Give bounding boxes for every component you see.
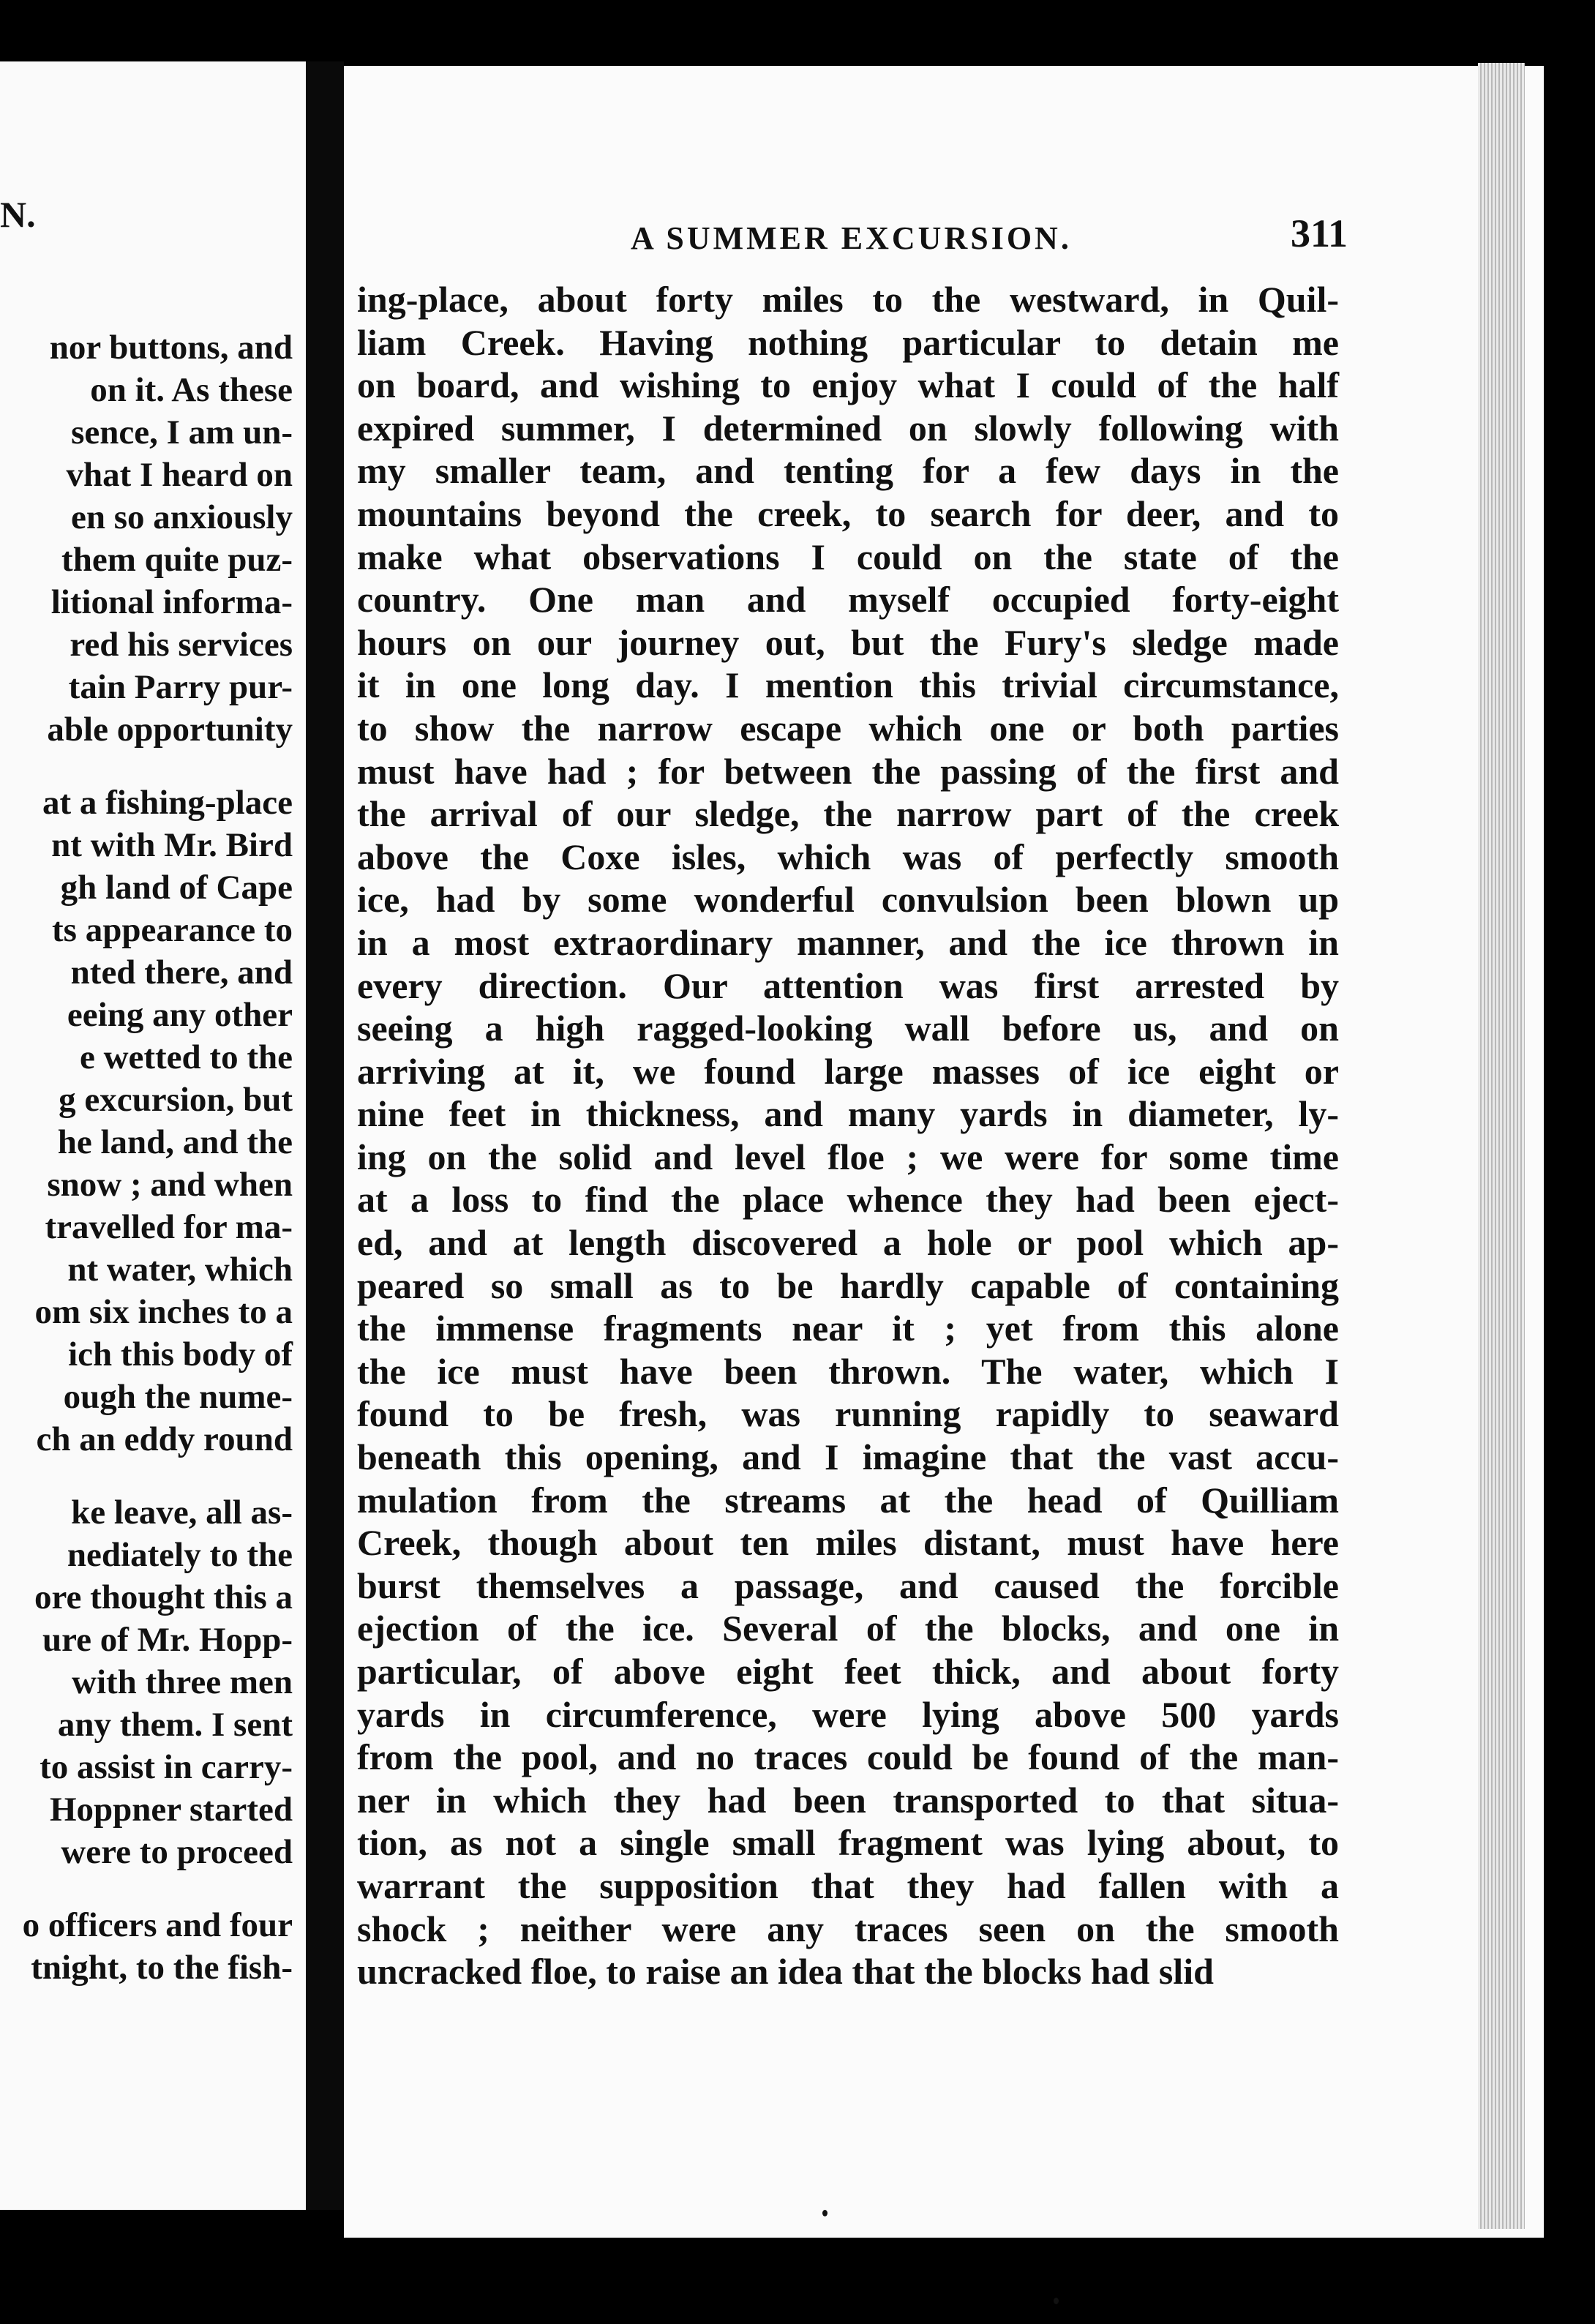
text-line: seeing a high ragged-looking wall before us, and on: [357, 1008, 1339, 1049]
text-line: ough the nume-: [63, 1378, 293, 1416]
text-line: yards in circumference, were lying above 500 yards: [357, 1693, 1339, 1735]
text-line: ner in which they had been transported to that situa-: [357, 1779, 1339, 1821]
text-line: tnight, to the fish-: [31, 1949, 293, 1987]
text-line: sence, I am un-: [71, 413, 293, 451]
stray-mark: [822, 2210, 827, 2216]
text-line: ice, had by some wonderful convulsion been blown up: [357, 879, 1339, 921]
text-line: nt water, which: [67, 1251, 293, 1289]
text-line: the immense fragments near it ; yet from this alone: [357, 1308, 1339, 1349]
text-line: beneath this opening, and I imagine that the vast accu-: [357, 1436, 1339, 1478]
text-line: nor buttons, and: [49, 329, 293, 367]
text-line: ed, and at length discovered a hole or pool which ap-: [357, 1222, 1339, 1264]
text-line: litional informa-: [50, 583, 293, 621]
text-line: burst themselves a passage, and caused the forcible: [357, 1564, 1339, 1606]
page-number: 311: [1290, 211, 1348, 255]
text-line: were to proceed: [61, 1833, 293, 1871]
text-line: nt with Mr. Bird: [51, 826, 293, 864]
text-line: arriving at it, we found large masses of ice eight or: [357, 1050, 1339, 1092]
paragraph-gap: [0, 1873, 293, 1904]
text-line: ke leave, all as-: [71, 1493, 293, 1532]
text-line: found to be fresh, was running rapidly to seaward: [357, 1393, 1339, 1435]
text-line: e wetted to the: [79, 1038, 293, 1076]
text-line: snow ; and when: [47, 1166, 293, 1204]
running-title: A SUMMER EXCURSION.: [631, 220, 1072, 256]
text-line: liam Creek. Having nothing particular to detain me: [357, 321, 1339, 363]
text-line: gh land of Cape: [60, 869, 293, 907]
text-line: mulation from the streams at the head of Quilliam: [357, 1479, 1339, 1521]
text-line: Hoppner started: [49, 1791, 293, 1829]
text-line: ore thought this a: [34, 1578, 293, 1616]
left-page-header: N.: [0, 194, 36, 235]
text-line: must have had ; for between the passing of the first and: [357, 750, 1339, 792]
text-line: to show the narrow escape which one or both parties: [357, 707, 1339, 749]
text-line: with three men: [72, 1663, 293, 1701]
left-page-text: [0, 326, 293, 1989]
text-line: peared so small as to be hardly capable of containing: [357, 1264, 1339, 1306]
text-line: in a most extraordinary manner, and the ice thrown in: [357, 921, 1339, 963]
paragraph-gap: [0, 1461, 293, 1491]
text-line: Creek, though about ten miles distant, must have here: [357, 1522, 1339, 1564]
body-text: [357, 278, 1339, 1993]
text-line: at a fishing-place: [42, 784, 293, 822]
text-line: ing-place, about forty miles to the westward, in Quil-: [357, 279, 1339, 320]
text-line: particular, of above eight feet thick, and about forty: [357, 1651, 1339, 1692]
text-line: make what observations I could on the state of the: [357, 536, 1339, 577]
book-gutter: [306, 61, 344, 2210]
text-line: at a loss to find the place whence they had been eject-: [357, 1179, 1339, 1221]
text-line: red his services: [70, 626, 293, 664]
text-line: mountains beyond the creek, to search for deer, and to: [357, 492, 1339, 534]
text-line: to assist in carry-: [40, 1748, 293, 1786]
text-line: them quite puz-: [61, 541, 293, 579]
stray-mark: [1054, 2298, 1059, 2304]
text-line: ich this body of: [68, 1335, 293, 1373]
text-line: my smaller team, and tenting for a few days in the: [357, 450, 1339, 492]
text-line: ejection of the ice. Several of the blocks, and one in: [357, 1608, 1339, 1649]
text-line: warrant the supposition that they had fallen with a: [357, 1864, 1339, 1906]
text-line: expired summer, I determined on slowly following with: [357, 407, 1339, 449]
paragraph-gap: [0, 751, 293, 781]
text-line: travelled for ma-: [45, 1208, 293, 1246]
text-line: nine feet in thickness, and many yards in diameter, ly-: [357, 1093, 1339, 1135]
text-line: ts appearance to: [52, 911, 293, 949]
text-line: g excursion, but: [59, 1081, 293, 1119]
text-line: ing on the solid and level floe ; we were for some time: [357, 1136, 1339, 1177]
text-line: hours on our journey out, but the Fury's sledge made: [357, 621, 1339, 663]
text-line: nted there, and: [70, 953, 293, 992]
text-line: en so anxiously: [71, 498, 293, 536]
text-line: on it. As these: [90, 371, 293, 409]
text-line: any them. I sent: [57, 1706, 293, 1744]
text-line: ure of Mr. Hopp-: [42, 1621, 293, 1659]
text-line: from the pool, and no traces could be found of the man-: [357, 1736, 1339, 1778]
left-page: [0, 61, 306, 2210]
text-line: tain Parry pur-: [68, 668, 293, 706]
text-line: on board, and wishing to enjoy what I could of the half: [357, 364, 1339, 406]
text-line: he land, and the: [57, 1123, 293, 1161]
text-line: able opportunity: [47, 711, 293, 749]
text-line: tion, as not a single small fragment was lying about, to: [357, 1822, 1339, 1864]
text-line: nediately to the: [67, 1536, 293, 1574]
page-edges: [1478, 63, 1525, 2229]
text-line: eeing any other: [67, 996, 293, 1034]
text-line: the arrival of our sledge, the narrow part of the creek: [357, 793, 1339, 835]
text-line: uncracked floe, to raise an idea that the blocks had slid: [357, 1951, 1214, 1993]
text-line: it in one long day. I mention this trivial circumstance,: [357, 664, 1339, 706]
text-line: om six inches to a: [34, 1293, 293, 1331]
text-line: every direction. Our attention was first arrested by: [357, 964, 1339, 1006]
text-line: above the Coxe isles, which was of perfectly smooth: [357, 836, 1339, 877]
text-line: vhat I heard on: [66, 456, 293, 494]
text-line: ch an eddy round: [36, 1420, 293, 1458]
text-line: shock ; neither were any traces seen on the smooth: [357, 1908, 1339, 1949]
text-line: country. One man and myself occupied forty-eight: [357, 579, 1339, 621]
text-line: the ice must have been thrown. The water, which I: [357, 1350, 1339, 1392]
text-line: o officers and four: [22, 1906, 293, 1944]
